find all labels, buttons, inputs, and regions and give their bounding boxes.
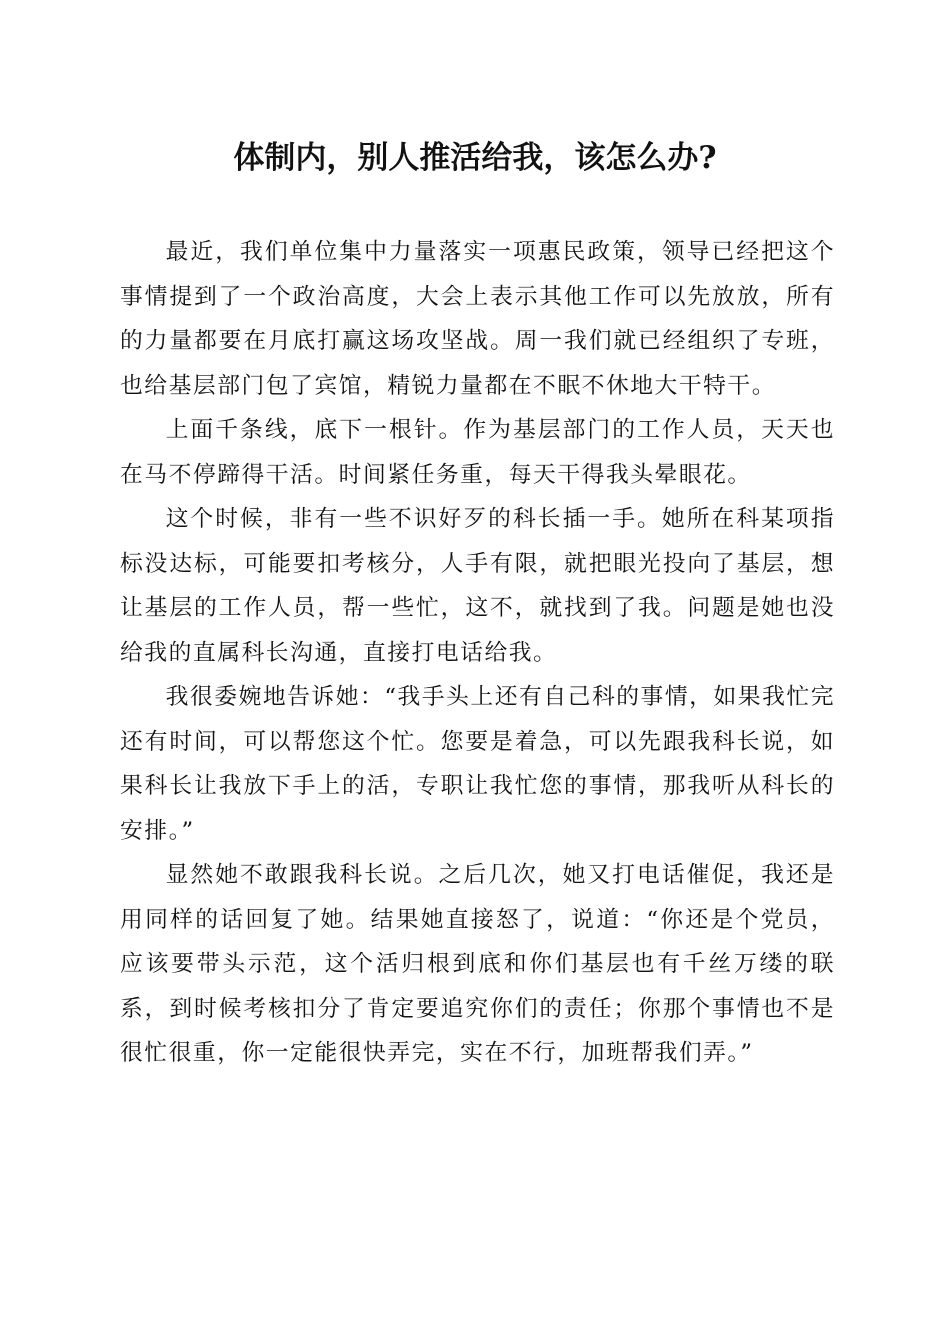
paragraph: 上面千条线，底下一根针。作为基层部门的工作人员，天天也在马不停蹄得干活。时间紧任务重，每天干得我头晕眼花。 <box>120 417 835 488</box>
paragraph: 显然她不敢跟我科长说。之后几次，她又打电话催促，我还是用同样的话回复了她。结果她直接怒了，说道：“你还是个党员，应该要带头示范，这个活归根到底和你们基层也有千丝万缕的联系，到时候考核扣分了肯定要追究你们的责任；你那个事情也不是很忙很重，你一定能很快弄完，实在不行，加班帮我们弄。” <box>120 862 835 1066</box>
document-title: 体制内，别人推活给我，该怎么办? <box>233 140 717 176</box>
paragraph: 这个时候，非有一些不识好歹的科长插一手。她所在科某项指标没达标，可能要扣考核分，人手有限，就把眼光投向了基层，想让基层的工作人员，帮一些忙，这不，就找到了我。问题是她也没给我的直属科长沟通，直接打电话给我。 <box>120 506 835 666</box>
document-body <box>120 230 835 1076</box>
paragraph: 最近，我们单位集中力量落实一项惠民政策，领导已经把这个事情提到了一个政治高度，大会上表示其他工作可以先放放，所有的力量都要在月底打赢这场攻坚战。周一我们就已经组织了专班，也给基层部门包了宾馆，精锐力量都在不眠不休地大干特干。 <box>120 239 835 399</box>
paragraph: 我很委婉地告诉她：“我手头上还有自己科的事情，如果我忙完还有时间，可以帮您这个忙。您要是着急，可以先跟我科长说，如果科长让我放下手上的活，专职让我忙您的事情，那我听从科长的安排。” <box>120 684 835 844</box>
